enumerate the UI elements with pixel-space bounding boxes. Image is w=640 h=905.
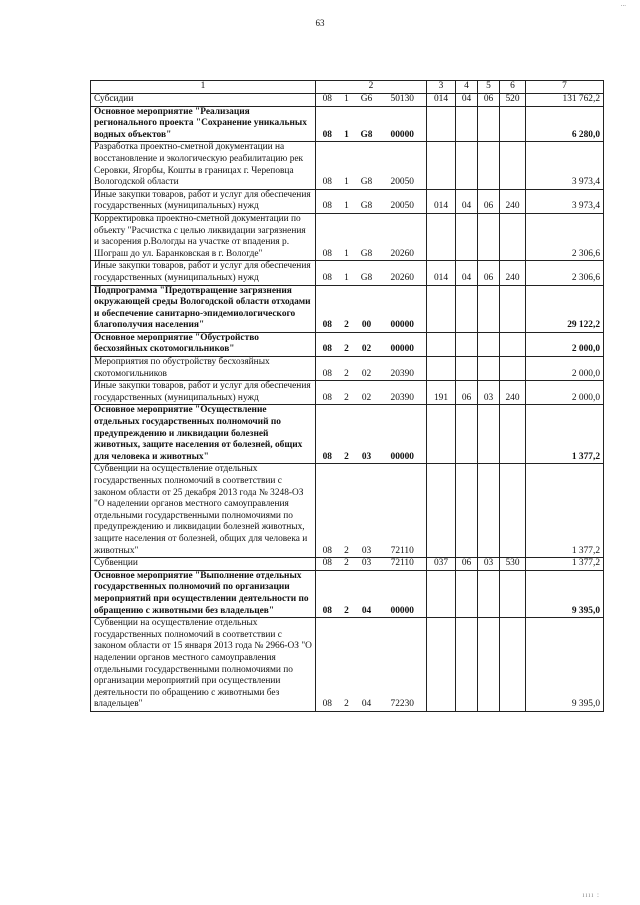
amount-cell: 1 377,2	[526, 464, 604, 558]
code-cell: G8	[355, 189, 379, 213]
amount-cell: 3 973,4	[526, 189, 604, 213]
code-cell: 08	[316, 189, 339, 213]
code-cell: 00000	[379, 332, 427, 356]
code-cell: G6	[355, 94, 379, 107]
code-cell: 08	[316, 94, 339, 107]
code-cell	[427, 618, 456, 712]
code-cell: 014	[427, 261, 456, 285]
code-cell	[427, 405, 456, 464]
code-cell	[500, 464, 526, 558]
code-cell	[456, 618, 478, 712]
code-cell: 08	[316, 618, 339, 712]
code-cell: G8	[355, 261, 379, 285]
code-cell	[456, 142, 478, 189]
table-row	[91, 618, 604, 712]
code-cell: 240	[500, 189, 526, 213]
code-cell	[500, 618, 526, 712]
row-name-cell: Корректировка проектно-сметной документации по объекту "Расчистка с целью ликвидации загрязнения и засорения р.Вологды на участке от впадения р. Шограш до ул. Баранковская в г. Вологде"	[91, 213, 316, 260]
code-cell	[478, 618, 500, 712]
header-cell: 5	[478, 81, 500, 94]
code-cell	[427, 332, 456, 356]
code-cell: 1	[339, 142, 355, 189]
amount-cell: 9 395,0	[526, 618, 604, 712]
row-name-cell: Основное мероприятие "Выполнение отдельных государственных полномочий по организации мероприятий при осуществлении деятельности по обращению с животными без владельцев"	[91, 570, 316, 617]
amount-cell: 2 000,0	[526, 332, 604, 356]
code-cell	[456, 332, 478, 356]
code-cell: 02	[355, 381, 379, 405]
amount-cell: 1 377,2	[526, 405, 604, 464]
table-row	[91, 94, 604, 107]
code-cell	[427, 213, 456, 260]
code-cell	[456, 106, 478, 142]
code-cell	[500, 332, 526, 356]
code-cell: 72230	[379, 618, 427, 712]
code-cell: 08	[316, 285, 339, 332]
row-name-cell: Основное мероприятие "Обустройство бесхозяйных скотомогильников"	[91, 332, 316, 356]
code-cell: G8	[355, 213, 379, 260]
row-name-cell: Иные закупки товаров, работ и услуг для обеспечения государственных (муниципальных) нужд	[91, 189, 316, 213]
table-row	[91, 332, 604, 356]
budget-table	[90, 80, 604, 712]
code-cell: 191	[427, 381, 456, 405]
code-cell: 08	[316, 405, 339, 464]
code-cell: 1	[339, 213, 355, 260]
code-cell: 520	[500, 94, 526, 107]
amount-cell: 2 000,0	[526, 357, 604, 381]
row-name-cell: Разработка проектно-сметной документации на восстановление и экологическую реабилитацию рек Серовки, Ягорбы, Кошты в границах г. Череповца Вологодской области	[91, 142, 316, 189]
code-cell	[478, 142, 500, 189]
amount-cell: 2 000,0	[526, 381, 604, 405]
code-cell: 1	[339, 94, 355, 107]
code-cell: 2	[339, 405, 355, 464]
code-cell: 2	[339, 357, 355, 381]
code-cell: 2	[339, 285, 355, 332]
code-cell	[456, 464, 478, 558]
table-row	[91, 464, 604, 558]
table-row	[91, 189, 604, 213]
code-cell: 00000	[379, 570, 427, 617]
corner-mark-bottom: ıııı :	[582, 891, 600, 899]
code-cell: 2	[339, 570, 355, 617]
code-cell	[456, 357, 478, 381]
code-cell	[427, 285, 456, 332]
code-cell	[427, 570, 456, 617]
table-row	[91, 285, 604, 332]
code-cell	[456, 570, 478, 617]
code-cell	[478, 213, 500, 260]
amount-cell: 1 377,2	[526, 558, 604, 571]
code-cell: 50130	[379, 94, 427, 107]
code-cell: 2	[339, 558, 355, 571]
code-cell: 08	[316, 357, 339, 381]
code-cell: 20390	[379, 381, 427, 405]
code-cell: 1	[339, 106, 355, 142]
code-cell: 2	[339, 332, 355, 356]
code-cell	[456, 213, 478, 260]
code-cell: 03	[355, 558, 379, 571]
code-cell: 72110	[379, 558, 427, 571]
code-cell	[478, 464, 500, 558]
code-cell	[478, 357, 500, 381]
row-name-cell: Субсидии	[91, 94, 316, 107]
code-cell: 20050	[379, 189, 427, 213]
table-row	[91, 381, 604, 405]
table-row	[91, 106, 604, 142]
code-cell: 20260	[379, 213, 427, 260]
corner-mark-top: ...	[620, 0, 626, 8]
code-cell: 03	[478, 558, 500, 571]
code-cell: 20390	[379, 357, 427, 381]
amount-cell: 3 973,4	[526, 142, 604, 189]
code-cell: 08	[316, 558, 339, 571]
code-cell	[500, 405, 526, 464]
header-cell: 4	[456, 81, 478, 94]
code-cell: 2	[339, 618, 355, 712]
row-name-cell: Мероприятия по обустройству бесхозяйных скотомогильников	[91, 357, 316, 381]
header-cell: 2	[316, 81, 427, 94]
code-cell: 08	[316, 213, 339, 260]
code-cell	[500, 142, 526, 189]
code-cell	[478, 285, 500, 332]
amount-cell: 2 306,6	[526, 261, 604, 285]
header-cell: 3	[427, 81, 456, 94]
code-cell: 03	[355, 464, 379, 558]
code-cell: 04	[355, 570, 379, 617]
header-cell: 6	[500, 81, 526, 94]
code-cell	[456, 285, 478, 332]
code-cell: 08	[316, 142, 339, 189]
amount-cell: 29 122,2	[526, 285, 604, 332]
code-cell: 00000	[379, 285, 427, 332]
code-cell: 04	[456, 189, 478, 213]
table-row	[91, 405, 604, 464]
code-cell: 04	[456, 94, 478, 107]
amount-cell: 6 280,0	[526, 106, 604, 142]
code-cell: 2	[339, 381, 355, 405]
amount-cell: 2 306,6	[526, 213, 604, 260]
code-cell: 240	[500, 381, 526, 405]
header-row	[91, 81, 604, 94]
code-cell: G8	[355, 142, 379, 189]
code-cell	[427, 464, 456, 558]
code-cell: 72110	[379, 464, 427, 558]
code-cell: 00000	[379, 405, 427, 464]
amount-cell: 131 762,2	[526, 94, 604, 107]
code-cell: 037	[427, 558, 456, 571]
code-cell: 06	[456, 558, 478, 571]
row-name-cell: Субвенции на осуществление отдельных государственных полномочий в соответствии с законом области от 25 декабря 2013 года № 3248-ОЗ "О наделении органов местного самоуправления отдельными государственными полномочиями по предупреждению и ликвидации болезней животных, защите населения от болезней, общих для человека и животных"	[91, 464, 316, 558]
code-cell: 00000	[379, 106, 427, 142]
code-cell: 00	[355, 285, 379, 332]
code-cell: 06	[478, 189, 500, 213]
code-cell: 03	[355, 405, 379, 464]
code-cell: 08	[316, 381, 339, 405]
table-row	[91, 142, 604, 189]
code-cell	[427, 106, 456, 142]
row-name-cell: Иные закупки товаров, работ и услуг для обеспечения государственных (муниципальных) нужд	[91, 261, 316, 285]
code-cell: 04	[456, 261, 478, 285]
code-cell: 08	[316, 464, 339, 558]
code-cell	[500, 106, 526, 142]
code-cell: 1	[339, 189, 355, 213]
code-cell	[478, 405, 500, 464]
table-row	[91, 357, 604, 381]
code-cell	[427, 142, 456, 189]
code-cell: 08	[316, 261, 339, 285]
row-name-cell: Иные закупки товаров, работ и услуг для обеспечения государственных (муниципальных) нужд	[91, 381, 316, 405]
header-cell: 1	[91, 81, 316, 94]
code-cell: 20260	[379, 261, 427, 285]
code-cell	[500, 570, 526, 617]
table-row	[91, 213, 604, 260]
code-cell	[478, 332, 500, 356]
row-name-cell: Субвенции	[91, 558, 316, 571]
code-cell: 06	[478, 261, 500, 285]
code-cell: 06	[478, 94, 500, 107]
table-row	[91, 570, 604, 617]
code-cell: 2	[339, 464, 355, 558]
code-cell: 03	[478, 381, 500, 405]
row-name-cell: Основное мероприятие "Реализация регионального проекта "Сохранение уникальных водных объектов"	[91, 106, 316, 142]
code-cell: 20050	[379, 142, 427, 189]
code-cell: 1	[339, 261, 355, 285]
page-number: 63	[315, 18, 325, 28]
table-row	[91, 558, 604, 571]
code-cell: 530	[500, 558, 526, 571]
code-cell	[427, 357, 456, 381]
code-cell	[456, 405, 478, 464]
code-cell: 014	[427, 189, 456, 213]
code-cell: 240	[500, 261, 526, 285]
code-cell	[500, 285, 526, 332]
code-cell: 02	[355, 357, 379, 381]
code-cell: 014	[427, 94, 456, 107]
code-cell: 08	[316, 332, 339, 356]
code-cell	[478, 106, 500, 142]
table-row	[91, 261, 604, 285]
row-name-cell: Подпрограмма "Предотвращение загрязнения окружающей среды Вологодской области отходами и обеспечение санитарно-эпидемиологического благополучия населения"	[91, 285, 316, 332]
code-cell: 08	[316, 570, 339, 617]
code-cell	[500, 213, 526, 260]
header-cell: 7	[526, 81, 604, 94]
code-cell: 04	[355, 618, 379, 712]
code-cell: 02	[355, 332, 379, 356]
row-name-cell: Основное мероприятие "Осуществление отдельных государственных полномочий по предупреждению и ликвидации болезней животных, защите населения от болезней, общих для человека и животных"	[91, 405, 316, 464]
code-cell: 08	[316, 106, 339, 142]
row-name-cell: Субвенции на осуществление отдельных государственных полномочий в соответствии с законом области от 15 января 2013 года № 2966-ОЗ "О наделении органов местного самоуправления отдельными государственными полномочиями по организации мероприятий при осуществлении деятельности по обращению с животными без владельцев"	[91, 618, 316, 712]
code-cell	[478, 570, 500, 617]
code-cell: G8	[355, 106, 379, 142]
code-cell	[500, 357, 526, 381]
code-cell: 06	[456, 381, 478, 405]
amount-cell: 9 395,0	[526, 570, 604, 617]
